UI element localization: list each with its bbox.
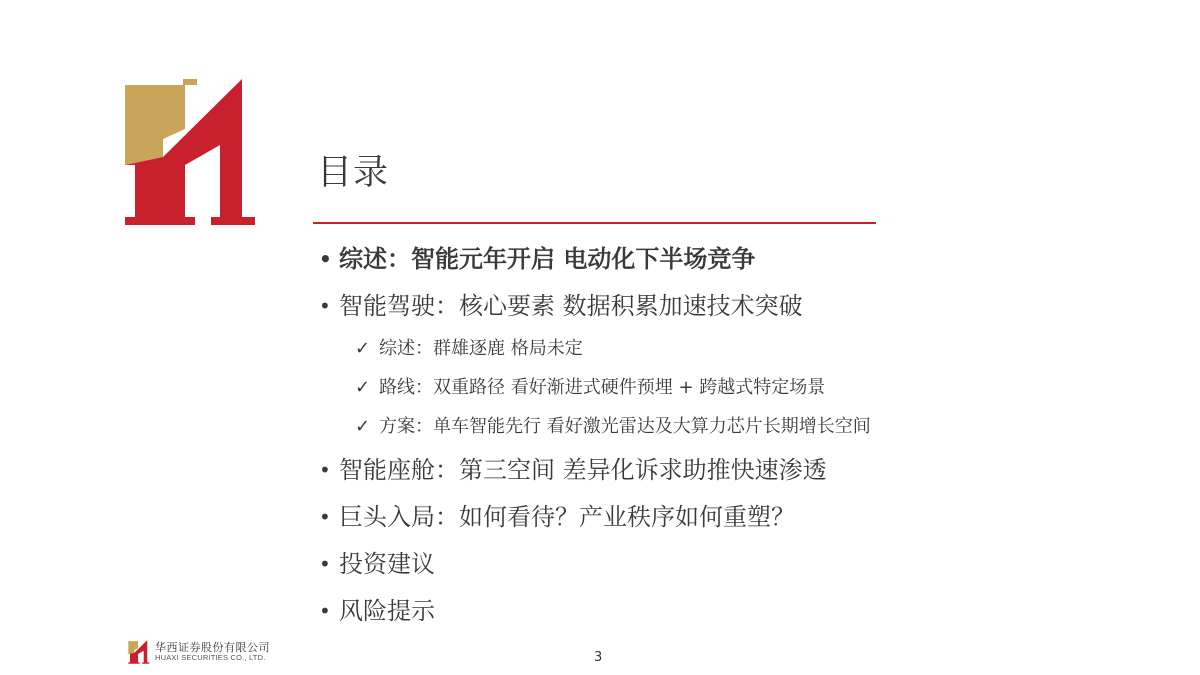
bullet-icon: • (319, 552, 331, 576)
huaxi-logo-small-icon (128, 640, 150, 664)
toc-item-giants-entry (319, 502, 871, 532)
checkmark-icon: ✓ (355, 338, 371, 359)
company-name-en: HUAXI SECURITIES CO., LTD. (155, 652, 266, 662)
toc-subitem-label: 方案：单车智能先行 看好激光雷达及大算力芯片长期增长空间 (379, 416, 871, 437)
toc-item-label: 巨头入局：如何看待？产业秩序如何重塑？ (339, 503, 795, 531)
bullet-icon: • (319, 599, 331, 623)
bullet-icon: • (319, 247, 332, 271)
footer-company-name (155, 642, 270, 661)
page-title: 目录 (317, 153, 390, 193)
toc-item-label: 智能座舱：第三空间 差异化诉求助推快速渗透 (339, 456, 827, 484)
checkmark-icon: ✓ (355, 377, 371, 398)
toc-item-smart-cockpit (319, 455, 871, 485)
bullet-icon: • (319, 505, 331, 529)
toc-item-investment-advice (319, 549, 871, 579)
toc-item-label: 综述：智能元年开启 电动化下半场竞争 (339, 245, 756, 273)
toc-item-overview (319, 244, 871, 274)
table-of-contents (319, 244, 871, 626)
toc-item-label: 风险提示 (339, 597, 435, 625)
title-divider (313, 222, 876, 224)
toc-item-risk-warning (319, 596, 871, 626)
footer-brand (128, 640, 270, 664)
company-name-cn: 华西证券股份有限公司 (155, 641, 270, 655)
checkmark-icon: ✓ (355, 416, 371, 437)
toc-subitem-route (335, 377, 871, 399)
toc-item-label: 投资建议 (339, 550, 435, 578)
bullet-icon: • (319, 458, 331, 482)
toc-subitem-overview (335, 338, 871, 360)
huaxi-logo-icon (123, 79, 259, 226)
toc-item-label: 智能驾驶：核心要素 数据积累加速技术突破 (339, 292, 803, 320)
bullet-icon: • (319, 294, 331, 318)
toc-item-smart-driving (319, 291, 871, 321)
page-number: 3 (594, 650, 603, 665)
toc-subitem-label: 路线：双重路径 看好渐进式硬件预埋 + 跨越式特定场景 (379, 377, 826, 398)
toc-subitem-solution (335, 416, 871, 438)
toc-subitem-label: 综述：群雄逐鹿 格局未定 (379, 338, 583, 359)
